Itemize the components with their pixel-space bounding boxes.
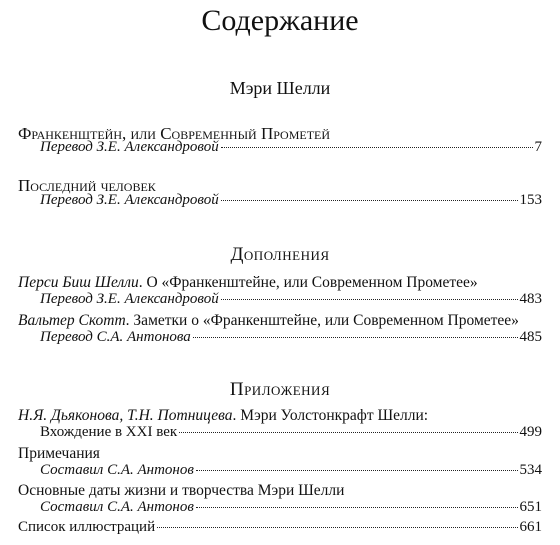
page-number: 661 (519, 519, 542, 535)
page-number: 534 (519, 462, 542, 478)
entry-author: Перси Биш Шелли (18, 274, 139, 291)
toc-entry-article (40, 425, 542, 440)
page-number: 153 (519, 192, 542, 208)
author-heading: Мэри Шелли (229, 78, 331, 98)
page-number: 651 (519, 499, 542, 515)
toc-entry-shelley-essay-title (18, 275, 478, 291)
toc-entry-chronology (40, 500, 542, 515)
compiler-credit: Составил С.А. Антонов (40, 462, 194, 478)
toc-entry-last-man (40, 193, 542, 208)
toc-entry-illustrations (18, 520, 542, 535)
dot-leader (221, 200, 518, 201)
entry-author: Н.Я. Дьяконова, Т.Н. Потницева (18, 407, 233, 424)
work-title-subtitle: , или Современный Прометей (122, 124, 331, 143)
toc-entry-chronology-title: Основные даты жизни и творчества Мэри Шелли (18, 482, 345, 499)
dot-leader (193, 337, 518, 338)
translator-credit: Перевод З.Е. Александровой (40, 291, 219, 307)
dot-leader (221, 147, 533, 148)
entry-author: Вальтер Скотт (18, 312, 126, 329)
entry-text: Список иллюстраций (18, 519, 156, 535)
section-heading-appendices: Приложения (229, 379, 331, 400)
page-number: 483 (519, 291, 542, 307)
page-number: 485 (519, 329, 542, 345)
toc-entry-notes (40, 463, 542, 478)
entry-text-continued: Вхождение в XXI век (40, 424, 178, 440)
work-title-main: Франкенштейн (18, 124, 122, 143)
translator-credit: Перевод З.Е. Александровой (40, 139, 219, 155)
toc-entry-frankenstein (40, 140, 542, 155)
page-number: 7 (534, 139, 542, 155)
entry-text: . Мэри Уолстонкрафт Шелли: (232, 407, 429, 424)
section-heading-supplements: Дополнения (230, 244, 330, 265)
work-title-last-man: Последний человек (18, 176, 156, 195)
dot-leader (179, 432, 517, 433)
translator-credit: Перевод З.Е. Александровой (40, 192, 219, 208)
entry-text: . О «Франкенштейне, или Современном Прометее» (138, 274, 478, 291)
translator-credit: Перевод С.А. Антонова (40, 329, 191, 345)
entry-text: . Заметки о «Франкенштейне, или Современном Прометее» (125, 312, 519, 329)
toc-entry-article-title (18, 408, 428, 424)
dot-leader (221, 299, 518, 300)
toc-entry-scott-essay (40, 330, 542, 345)
dot-leader (157, 527, 517, 528)
dot-leader (196, 470, 518, 471)
toc-entry-scott-essay-title (18, 313, 519, 329)
compiler-credit: Составил С.А. Антонов (40, 499, 194, 515)
toc-entry-shelley-essay (40, 292, 542, 307)
page-number: 499 (519, 424, 542, 440)
toc-entry-notes-title: Примечания (18, 445, 100, 462)
page-title: Содержание (201, 4, 359, 37)
dot-leader (196, 507, 518, 508)
